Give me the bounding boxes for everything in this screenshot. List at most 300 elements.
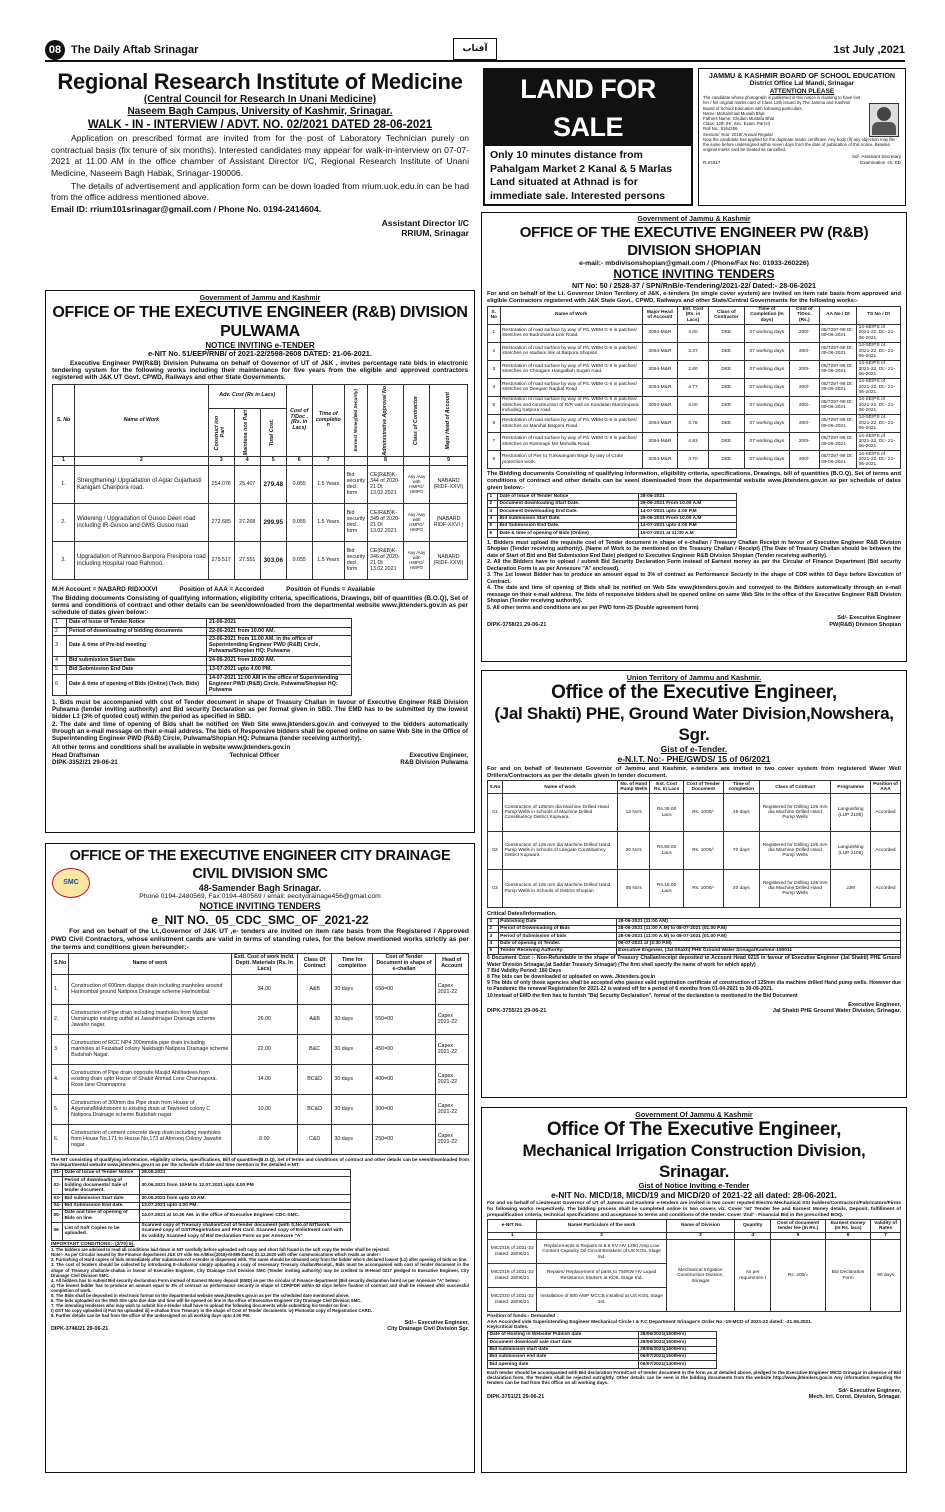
table-row bbox=[52, 1169, 351, 1176]
table-cell: 07 working days bbox=[744, 324, 789, 342]
table-row bbox=[52, 1177, 351, 1195]
column-header: Time for completion bbox=[332, 954, 373, 975]
table-cell: 15-07-2021 at 11:00 A.M bbox=[638, 530, 736, 537]
table-cell: Restoration of Pier to Turkwangam Brige by way of Crate protection work. bbox=[500, 451, 642, 469]
column-header: Time of Completion (In days) bbox=[744, 306, 789, 324]
nowshera-footer: DIPK-3755/21 29-06-21 Jal Shakti PHE Ground Water Division, Srinagar. bbox=[487, 1008, 901, 1015]
header-row bbox=[488, 1220, 901, 1233]
jkbose-body: The candidate whose photograph is published in this notice is claiming to have lost her / his original marks card of Class 12th issued by The Jammu and Kashmir Board of School Education with following particulars. bbox=[703, 95, 861, 111]
jkbose-office: District Office Lal Mandi, Srinagar bbox=[749, 80, 855, 88]
table-row bbox=[488, 414, 901, 432]
column-header: Class Of Contract bbox=[297, 954, 332, 975]
table-cell: Restoration of road surface by way of P/L WBM G-II in patches/ stretches on Manihal Batpora Road. bbox=[500, 414, 642, 432]
column-header: Cost of Tender Document in shape of e-challan bbox=[373, 954, 435, 975]
smc-title: OFFICE OF THE EXECUTIVE ENGINEER CITY DRAINAGE CIVIL DIVISION SMC bbox=[69, 848, 451, 882]
note-item: Note:- As per Circular issued by the Finance department J&K UT vide No.A/Misc(2018)-III-895 Dated 22.12.2020 with other communications which reads as under:- bbox=[51, 1252, 382, 1258]
table-cell: 02 bbox=[488, 832, 503, 870]
table-row: 1. Strengthening/ Upgradation of Aglar Gujarbasti Kanigam Charipora road. 254.076 25.407 279.48 0.055 1.5 Years Bid security decl. form CE(R&B)K-344 of 2020-21 Dt 13.02.2021 Aay /Aay with HMPO/ HMPO NABARD (RIDF-XXVI) bbox=[53, 466, 468, 504]
table-cell: Rs. 1000/- bbox=[683, 794, 723, 832]
table-cell: Period of Submission of bids bbox=[498, 933, 616, 940]
table-cell: 2 bbox=[488, 500, 498, 507]
table-row: 5 Bid Submission End Date 13-07-2021 upto 4.00 PM. bbox=[53, 666, 352, 675]
table-cell: Period of Downloading of Bids bbox=[498, 925, 616, 932]
table-cell: Date of Issue of Tender Notice bbox=[498, 493, 639, 500]
col-class: Class of Contractor bbox=[404, 384, 430, 457]
jkbose-ad bbox=[698, 68, 906, 206]
table-cell: 4. bbox=[52, 1065, 69, 1095]
column-number: 7 bbox=[871, 1232, 901, 1239]
table-cell: 07 working days bbox=[744, 433, 789, 451]
table-row bbox=[488, 947, 901, 954]
pulwama-title: OFFICE OF THE EXECUTIVE ENGINEER (R&B) DIVISION PULWAMA bbox=[52, 304, 468, 341]
nowshera-critical: Critical Dates/Information. bbox=[487, 911, 557, 918]
table-cell: 07 working days bbox=[744, 360, 789, 378]
smc-ad bbox=[45, 843, 475, 1473]
smc-sig1: Sd/-- Executive Engineer, bbox=[404, 1319, 469, 1326]
table-cell: 1 bbox=[488, 493, 498, 500]
jkbose-note: Now the candidate has applied for the duplicate marks certificate. Any body (if) any objection may file the same before undersigned within seven days from the date of publication of this notice. Besides original marks card be treated as cancelled. bbox=[703, 136, 895, 153]
column-number: 6 bbox=[825, 1232, 870, 1239]
table-cell: DEE bbox=[708, 324, 744, 342]
smc-nit: NOTICE INVITING TENDERS bbox=[199, 901, 321, 912]
table-cell: Construction of 300mm dia Pipe drain from House of ArjumandMakhdoomi to existing drain at Tawheed colony C Natipora.Drainage scheme Budshah nagar bbox=[69, 1095, 232, 1125]
table-cell: 6 bbox=[488, 414, 501, 432]
issue-date: 1st July ,2021 bbox=[833, 44, 905, 56]
column-header: Est. Cost (Rs. in Lacs) bbox=[678, 306, 709, 324]
table-row bbox=[488, 522, 737, 529]
column-header: Cost of T/Doc. (Rs.) bbox=[789, 306, 819, 324]
mech-foot: Each tender should be accompanied with Bid declaration Form/Cost of tender document in the form as at detailed above, pledged to the Executive Engineer MICD Srinagar in absence of Bid declaration form, the Tenders shall be rejected outrightly. Other details can be seen in the bidding documents from the website http://www.jktenders.gov.in Any information regarding the tenders can be had from this office on all working days. bbox=[487, 1369, 901, 1386]
pulwama-enit: e-NIT No. 51/EEP/RNB/ of 2021-22/2598-2608 DATED: 21-06-2021. bbox=[148, 349, 372, 359]
column-header: TS No / Dt bbox=[857, 306, 901, 324]
column-header: No. of Hand Pump Wells bbox=[618, 781, 650, 794]
mech-dates-table bbox=[487, 1331, 717, 1369]
table-cell: 28-06-2021 (11:00 A.M) to 08-07-2021 (01.00 P.M) bbox=[616, 925, 900, 932]
table-cell: 10.00 bbox=[231, 1095, 297, 1125]
table-cell: 4.77 bbox=[678, 378, 709, 396]
table-cell: Scanned copy of Treasury challan/Cost of tender document (with S.No.of NIT/work. Scanned copy of GST/Registration and PAN Card. Scanned copy of Enlistment card with its validity Scanned copy of Bid Declaration Form as per Annexure "A" bbox=[140, 1222, 351, 1240]
table-cell: DEE bbox=[708, 342, 744, 360]
col-c1: Construct ion Part bbox=[208, 408, 234, 456]
table-row bbox=[488, 1331, 717, 1338]
rrim-sig1: Assistant Director I/C bbox=[381, 217, 469, 228]
column-header: S.No bbox=[52, 954, 69, 975]
table-row bbox=[52, 1125, 469, 1155]
table-cell: 30.06.2021 from upto 10 AM. bbox=[140, 1195, 351, 1202]
table-cell: Bid submission Start date bbox=[62, 1195, 139, 1202]
note-item: 10 Instead of EMD the firm has to furnish "Bid Security Declaration", format of the declaration is mentioned in the Bid Document bbox=[487, 992, 798, 999]
table-cell: Capex 2021-22 bbox=[435, 1005, 468, 1035]
table-cell: 250=00 bbox=[373, 1125, 435, 1155]
mech-validity: 90 days bbox=[871, 1240, 901, 1312]
table-cell: A&B bbox=[297, 975, 332, 1005]
mech-title2: Mechanical Irrigation Construction Division, Srinagar. bbox=[522, 1141, 866, 1182]
jkbose-attention: ATTENTION PLEASE bbox=[769, 87, 835, 95]
jkbose-photo bbox=[869, 103, 899, 137]
column-header: AA No / Dt bbox=[819, 306, 856, 324]
smc-important: IMPORTANT CONDITIONS:- (2/70) 6). bbox=[51, 1241, 135, 1247]
table-cell: C&D bbox=[297, 1125, 332, 1155]
table-cell: 200/- bbox=[789, 324, 819, 342]
table-row: MICD/20 of 2021-22 Dated: 28/06/21 Installation of 800 AMP MCCB installed at US KOIL Stage 1st. bbox=[488, 1288, 901, 1312]
table-cell: 14-SE/PS of 2021-22, Dt:- 21-06-2021. bbox=[857, 324, 901, 342]
table-cell: Accorded bbox=[870, 794, 900, 832]
rrim-para1: Application on prescribed format are invited from for the post of Laboratory Technician purely on contractual basis (fix tenure of six months). Interested candidates may appear for walk-in-interview on 07-07-2021 at 11.00 AM in the office chamber of Assistant Director I/C, Regional Research Institute of Unani Medicine, Naseem Bagh Habak, Srinagar-190006. bbox=[51, 133, 469, 178]
table-cell: 2.60 bbox=[678, 360, 709, 378]
table-cell: 3054-M&R bbox=[642, 414, 677, 432]
table-cell: 29-06-2021 From 10.00 A.M bbox=[638, 515, 736, 522]
table-cell: 5 bbox=[488, 522, 498, 529]
table-cell: Executive Engineer, (Jal Shakti) PHE Ground Water SrinagarKashmir-190011 bbox=[616, 947, 900, 954]
table-cell: 4.00 bbox=[678, 396, 709, 414]
table-cell: Bid submission end date bbox=[488, 1353, 639, 1360]
jkbose-footer bbox=[703, 160, 901, 165]
table-cell: 13.07.2021 upto 4.00 PM. bbox=[140, 1202, 351, 1209]
table-cell: 450=00 bbox=[373, 1035, 435, 1065]
table-cell: 4 bbox=[488, 515, 498, 522]
jkbose-ref: R.23317 bbox=[703, 159, 721, 165]
table-row: 3. Upgradation of Rahmoo Banpora Fresipora road including Hospital road Rahmoo. 275.517 27.551 303.06 0.055 1.5 Years Bid security decl. form CE(R&B)K-346 of 2020-21 Dt 13.02.2021 Aay /Aay with HMPO/ HMPO NABARD (RIDF-XXVI) bbox=[53, 542, 468, 580]
table-row bbox=[488, 493, 737, 500]
table-cell: 14-SE/PS of 2021-22, Dt:- 21-06-2021. bbox=[857, 396, 901, 414]
table-cell: 05/7297-98 Dt: 09-06-2021 bbox=[819, 378, 856, 396]
table-cell: 3054-M&R bbox=[642, 451, 677, 469]
table-cell: 7 bbox=[488, 433, 501, 451]
smc-footer: DIPK-3746/21 29-06-21 City Drainage Civil Division Sgr. bbox=[51, 1325, 469, 1332]
table-cell: 28/06/2021(1600Hrs) bbox=[638, 1346, 716, 1353]
shopian-footer: DIPK-3758/21 29-06-21 PW(R&B) Division Shopian bbox=[487, 621, 901, 628]
pulwama-other: All other terms and conditions shall be available in website www.jktenders.gov.in bbox=[52, 743, 291, 751]
table-cell: 26.00 bbox=[231, 1005, 297, 1035]
table-cell: Construction of cement concrete deep drain including manholes from House No.171 to House No.173 at Aforooq Colony Jawahir nagar. bbox=[69, 1125, 232, 1155]
table-row: MICD/18 of 2021-22 Dated: 28/06/21 Replacements & Repairs to 6.6 KV HV 1250 Amp Low Content Capacity Oil Circuit Breakers of US KOIL Stage Ind. Mechanical Irrigation Construction Division, Srinagar As per requiremen t Rs. 200/= Bid Declaration Form 90 days bbox=[488, 1240, 901, 1264]
mech-title1: Office Of The Executive Engineer, bbox=[546, 1119, 842, 1141]
mech-works-table bbox=[487, 1219, 901, 1312]
col-name: Name of Work bbox=[75, 384, 209, 457]
column-header: Est. Cost Rs. In Lacs bbox=[650, 781, 683, 794]
table-cell: 07 working days bbox=[744, 378, 789, 396]
table-row bbox=[488, 1361, 717, 1368]
table-cell: Capex 2021-22 bbox=[435, 1065, 468, 1095]
note-item: 1. Bidders must upload the requisite cost of Tender document in shape of e-challan / Treasury Challan Receipt in favour of Executive Engineer R&B Division Shopian (Tender receiving authority). (Name of Work to be mentioned on the Treasury Challan / Receipt) (The Date of Treasury Challan should be between the date of Start of Bid and Bid Submission End Date) pledged to Executive Engineer R&B Division Shopian (Tender receiving authority). bbox=[487, 539, 901, 559]
column-header: Estt. Cost of work incld. Deptt. Materials (Rs. In Lacs) bbox=[231, 954, 297, 975]
table-cell: Accorded bbox=[870, 870, 900, 908]
table-row bbox=[488, 794, 901, 832]
table-row bbox=[488, 342, 901, 360]
table-cell: DEE bbox=[708, 433, 744, 451]
pulwama-nit: NOTICE INVITING e-TENDER bbox=[205, 341, 315, 351]
table-row bbox=[52, 1222, 351, 1240]
nowshera-gov: Union Territory of Jammu and Kashmir. bbox=[626, 673, 762, 682]
table-cell: Registered for Drilling 125 mm dia Machine Drilled Hand Pump Wells bbox=[759, 794, 830, 832]
table-cell: 3054-M&R bbox=[642, 378, 677, 396]
header-row bbox=[488, 306, 901, 324]
table-cell: Bid opening date bbox=[488, 1361, 639, 1368]
mech-division: Mechanical Irrigation Construction Division, Srinagar bbox=[666, 1240, 734, 1312]
table-cell: JJM bbox=[831, 870, 871, 908]
table-cell: 6. bbox=[52, 1125, 69, 1155]
note-item: 2. All the Bidders have to upload / submit Bid Security Declaration Form instead of Earnest money as per the Circular of Finance Department (Bid security Declaration Form is as per Annexure "A" enclosed). bbox=[487, 559, 901, 572]
table-cell: 07 working days bbox=[744, 414, 789, 432]
table-cell: Date of Hosting in Website/ Publish date bbox=[488, 1331, 639, 1338]
column-header: Name of work bbox=[502, 781, 617, 794]
shopian-bidding: The Bidding documents Consisting of qualifying information, eligibility criteria, specifications, Drawings, bill of quantities (B.O.Q), Set of terms and conditions of contract and other details can be seen/ downloaded from the departmental website www.jktenders.gov.in as per schedule of dates given below:- bbox=[487, 471, 901, 491]
table-cell: 14-SE/PS of 2021-22, Dt:- 21-06-2021. bbox=[857, 433, 901, 451]
smc-intro: For and on behalf of the Lt.,Governor of J&K UT ,e- tenders are invited on item rate basis from the Registered / Approved PWD Civil Contractors, whose enlistment cards are valid in terms of standing rules, for the below mentioned works strictly as per the terms and conditions given hereunder:- bbox=[51, 928, 469, 951]
table-cell: 4 bbox=[488, 940, 499, 947]
mech-gov: Government Of Jammu & Kashmir bbox=[635, 1110, 753, 1119]
table-cell: 30 days bbox=[332, 1035, 373, 1065]
table-cell: A&B bbox=[297, 1005, 332, 1035]
pulwama-bidding: The Bidding documents Consisting of qualifying information, eligibility criteria, specifications, Drawings, bill of quantities (B.O.Q), Set of terms and conditions of contract and other details can be seen/downloaded from the departmental website www.jktenders.gov.in as per schedule of dates given below:- bbox=[52, 594, 468, 617]
mech-emd: Bid Declaration Form bbox=[825, 1240, 870, 1312]
table-cell: Restoration of road surface by way of P/L WBM G-II in patches/ stretches on Ramnagri Mir Mohalla Road. bbox=[500, 433, 642, 451]
nowshera-title2: (Jal Shakti) PHE, Ground Water Division,Nowshera, Sgr. bbox=[494, 704, 894, 745]
table-cell: Rs.15.00 Lacs bbox=[650, 870, 683, 908]
table-row bbox=[52, 1202, 351, 1209]
table-cell: Restoration of road surface by way of P/L WBM G-II in patches/ stretches on Badrohama Link Road. bbox=[500, 324, 642, 342]
note-item: 5. All other terms and conditions are as per PWD form-25 (Double agreement form) bbox=[487, 604, 699, 611]
table-cell: 14-SE/PS of 2021-22, Dt:- 21-06-2021. bbox=[857, 414, 901, 432]
table-cell: 3.70 bbox=[678, 451, 709, 469]
table-cell: 200/- bbox=[789, 451, 819, 469]
smc-dates-table bbox=[51, 1169, 351, 1241]
shopian-dates-table bbox=[487, 493, 737, 538]
table-row bbox=[488, 324, 901, 342]
nowshera-enit: e-N.I.T. No:- PHE/GWDS/ 15 of 06/2021 bbox=[617, 754, 771, 765]
jkbose-roll: Roll No.: 8164256 bbox=[703, 126, 738, 132]
mech-footer: DIPK-3751/21 29-06-21 Mech. Irri. Const. Division, Srinagar. bbox=[487, 1393, 901, 1400]
nowshera-dates-table bbox=[487, 918, 901, 956]
note-item: 5. The Bids shall be deposited in electronic format on the departmental website www.jktenders.gov.in as per the scheduled date mentioned above. bbox=[51, 1293, 350, 1299]
table-cell: Rs.60.00 Lacs bbox=[650, 832, 683, 870]
table-cell: 34.00 bbox=[231, 975, 297, 1005]
table-row: 4 Bid submission Start Date 24-06-2021 from 10.00 AM. bbox=[53, 657, 352, 666]
jkbose-name: Name: Mohammad Musaib Bhat bbox=[703, 110, 765, 116]
table-cell: 3054-M&R bbox=[642, 324, 677, 342]
table-cell: 06/07/2021(1400Hrs) bbox=[638, 1361, 716, 1368]
shopian-title: OFFICE OF THE EXECUTIVE ENGINEER PW (R&B) DIVISION SHOPIAN bbox=[519, 224, 869, 260]
col-head: Major Head of Account bbox=[430, 384, 468, 457]
table-cell: Rs. 1000/- bbox=[683, 870, 723, 908]
table-cell: 02- bbox=[52, 1177, 63, 1195]
table-cell: 550=00 bbox=[373, 1005, 435, 1035]
table-cell: DEE bbox=[708, 360, 744, 378]
newspaper-name: The Daily Aftab Srinagar bbox=[71, 44, 199, 56]
table-cell: 30 days bbox=[332, 1005, 373, 1035]
table-cell: 13 No's bbox=[618, 794, 650, 832]
table-row bbox=[488, 515, 737, 522]
table-cell: 3054-M&R bbox=[642, 360, 677, 378]
smc-works-table bbox=[51, 953, 469, 1155]
table-cell: 29-06-2021 From 10.00 A.M bbox=[638, 500, 736, 507]
table-cell: 200/- bbox=[789, 433, 819, 451]
table-cell: 3 bbox=[488, 933, 499, 940]
land-ad bbox=[483, 68, 693, 206]
rrim-ad bbox=[45, 66, 475, 282]
column-header: Quantity bbox=[735, 1220, 771, 1233]
shopian-ad bbox=[481, 212, 907, 662]
note-item: 3. The cost of tenders should be collected by introducing E-challan/or simply uploading a copy of necessary Treasury challan/Receipt., Bids must be accompanied with cost of tender document in the shape of Treasury challan/e-challan in favour of Executive Engineer, City Drainage Civil Division SMC (Tender inviting authority) may be credited to M-Head 0217 pledged to Executive Engineer, City Drainage Civil Division SMC. bbox=[51, 1262, 469, 1278]
table-cell: 20 No's bbox=[618, 832, 650, 870]
table-cell: 05/7297-98 Dt: 09-06-2021 bbox=[819, 451, 856, 469]
table-cell: 28-06-2021 bbox=[638, 493, 736, 500]
nowshera-sig1: Executive Engineer, bbox=[848, 1001, 901, 1008]
table-row bbox=[488, 378, 901, 396]
table-cell: 3054-M&R bbox=[642, 433, 677, 451]
table-cell: Date of opening of Tender. bbox=[498, 940, 616, 947]
table-cell: 06/07/2021(1600Hrs) bbox=[638, 1353, 716, 1360]
land-body: Only 10 minutes distance from Pahalgam Market 2 Kanal & 5 Marlas Land situated at Athnad is for immediate sale. Interested persons bbox=[490, 149, 673, 202]
number-row bbox=[488, 1232, 901, 1239]
table-cell: 01 bbox=[488, 794, 503, 832]
table-cell: Accorded bbox=[870, 832, 900, 870]
table-cell: 70 days bbox=[723, 832, 759, 870]
table-cell: 4.00 bbox=[678, 324, 709, 342]
table-cell: DEE bbox=[708, 396, 744, 414]
pulwama-positions: M.H Account = NABARD RIDXXXVI Position of AAA = Accorded Position of Funds = Available bbox=[52, 586, 375, 594]
pulwama-dates-table bbox=[52, 618, 352, 696]
note-item: I) GST No copy uploaded ii) Pan No uploaded iii) e-challan from Treasury in the shape of Cost of Tender documents. iv) Photostat copy of Registration CARD. bbox=[51, 1308, 373, 1314]
note-item: a) The lowest bidder has to produce an amount equal to 3% of contract as performance security in shape of CDR/FDR within 02 days before fixation of contract and shall be released after successful completion of work. bbox=[51, 1282, 469, 1293]
pulwama-works-table bbox=[52, 384, 468, 580]
note-item: 8. Further details can be had from the office of the undersigned on all working days upto 4.00 PM. bbox=[51, 1313, 251, 1319]
table-cell: 200/- bbox=[789, 342, 819, 360]
pulwama-ad bbox=[45, 290, 475, 833]
table-row: 2 Period of downloading of bidding documents 22-06-2021 from 10.00 AM. bbox=[53, 627, 352, 636]
jkbose-sig1: Sd/- Assistant Secretary bbox=[851, 154, 901, 160]
table-cell: Languishing (LUP 2108) bbox=[831, 794, 871, 832]
table-cell: Construction of RCC NP4 300mmdia pipe drain including manholes at Faizabad colony Naikbagh Natipora Drainage scheme Budshah Nagar. bbox=[69, 1035, 232, 1065]
table-cell: Publishing Date bbox=[498, 918, 616, 925]
table-cell: DEE bbox=[708, 378, 744, 396]
table-cell: 14-07-2021 upto 4:00 P.M bbox=[638, 508, 736, 515]
nowshera-gist: Gist of e-Tender. bbox=[660, 744, 728, 755]
table-row bbox=[488, 918, 901, 925]
note-item: 2. Furnishing of Hard copies of bids immediately after submission of e-tender is dispensed with. The same should be obtained only from the bidder who's declared lowest (L1) after opening of bids on line. bbox=[51, 1257, 468, 1263]
table-cell: 400=00 bbox=[373, 1065, 435, 1095]
column-number: 3 bbox=[666, 1232, 734, 1239]
table-cell: 4.76 bbox=[678, 414, 709, 432]
nowshera-notes bbox=[487, 955, 901, 998]
header-row bbox=[52, 954, 469, 975]
jkbose-session: Session/ Year: 2018/ Annual Regular bbox=[703, 131, 773, 137]
mech-intro: For and on behalf of Lieutenant Governor of UT of Jammu and Kashmir e-tenders are invited in two cover reputed Electro Mechanical SSI holders/Contractors/Fabricators/Firms for following works respectively. The bidding process shall be completed online in two covers viz. Cover 'Ist' Tender fee and Earnest Money details, Deposit, fulfillment of prequalification criteria, technical specifications and acceptance to terms and conditions of the tender. Cover 'Znd' - Financial Bid in the prescribed BOQ. bbox=[487, 1201, 901, 1218]
note-item: 7 Bid Validity Period: 180 Days bbox=[487, 967, 562, 974]
table-cell: 07 working days bbox=[744, 396, 789, 414]
table-cell: 14-SE/PS of 2021-22, Dt:- 21-06-2021. bbox=[857, 451, 901, 469]
column-header: Earnest money (In Rs. lacs) bbox=[825, 1220, 870, 1233]
table-row bbox=[488, 940, 901, 947]
table-row bbox=[52, 1065, 469, 1095]
table-cell: 05/7297-98 Dt: 09-06-2021 bbox=[819, 360, 856, 378]
table-cell: Registered for Drilling 125 mm dia Machine Drilled Hand Pump Wells bbox=[759, 832, 830, 870]
table-cell: Bid Submission End Date. bbox=[498, 522, 639, 529]
shopian-notes bbox=[487, 540, 901, 612]
table-row: 3 Date & time of Pre-bid meeting 23-06-2021 from 11.00 AM. in the office of Superintending Engineer PWD (R&B) Circle, Pulwama/Shopian HQ: Pulwama bbox=[53, 636, 352, 657]
note-item: 4. All bidders has to submit Bid security declaration Form instead of Earnest Money deposit (EMD) as per the circular of Finance department (Bid security declaration form) as per Annexure "A" below:- bbox=[51, 1277, 461, 1283]
table-cell: 14-07-2021 upto 4:00 P.M bbox=[638, 522, 736, 529]
mech-sig1: Sd/- Executive Engineer, bbox=[838, 1387, 901, 1394]
pulwama-note2: 2. The date and time of opening of Bids shall be notified on Web Site www.jktenders.gov.in and conveyed to the bidders automatically through an e-mail message on their e-mail address. The bids of Responsive bidders shall be opened online on same Web Site in the Office of Superintending Engineer PWD (R&B) Circle, Pulwama/Shopian HQ: Pulwama (tender receiving authority). bbox=[52, 721, 468, 743]
table-cell: 5. bbox=[52, 1095, 69, 1125]
table-row bbox=[488, 360, 901, 378]
table-row bbox=[52, 1005, 469, 1035]
table-cell: 20 days bbox=[723, 870, 759, 908]
table-cell: 30 days bbox=[332, 1095, 373, 1125]
col-adv: Adv. Cost (Rs in Lacs) bbox=[208, 384, 286, 408]
header-row bbox=[488, 781, 901, 794]
table-cell: 1 bbox=[488, 324, 501, 342]
table-cell: 2 bbox=[488, 925, 499, 932]
col-emd: Earnest Money(Bid Security) bbox=[344, 384, 367, 457]
rrim-email: Email ID: rrium101srinagar@gmail.com / Phone No. 0194-2414604. bbox=[51, 203, 322, 214]
table-row bbox=[488, 500, 737, 507]
table-row bbox=[52, 1035, 469, 1065]
note-item: 6 Document Cost :- Non-Refundable in the shape of Treasury Challan/receipt deposited to Account Head 0215 in favour of Executive Engineer (Jal Shakti) PHE Ground Water Division Srinagar,(at Saddar Treasury Srinagar) (The firm shall specify the name of work for which apply) bbox=[487, 955, 901, 968]
table-row bbox=[488, 832, 901, 870]
table-cell: 3.37 bbox=[678, 342, 709, 360]
mech-ad bbox=[481, 1107, 907, 1473]
table-cell: 30 days bbox=[332, 1065, 373, 1095]
table-row bbox=[52, 1209, 351, 1222]
rrim-subtitle: (Central Council for Research In Unani Medicine) bbox=[143, 94, 377, 105]
smc-address: 48-Samender Bagh Srinagar. bbox=[198, 883, 322, 893]
table-cell: 3 bbox=[488, 360, 501, 378]
table-cell: 8 bbox=[488, 451, 501, 469]
table-cell: 14-SE/PS of 2021-22, Dt:- 21-06-2021. bbox=[857, 378, 901, 396]
jkbose-father: Fathers Name: Ghulam Mustafa Bhat bbox=[703, 116, 775, 122]
table-cell: Construction of 125mm dia Machine Drilled Hand Pump Wells in schools of Machine Drilled Constituency District Kupwara. bbox=[502, 794, 617, 832]
col-sno: S. No bbox=[53, 384, 75, 457]
table-cell: 01- bbox=[53, 1170, 61, 1176]
note-item: 1. The bidders are advised to read all conditions laid down in NIT carefully before uploaded soft copy and short full found in the soft copy the tender shall be rejected. bbox=[51, 1247, 390, 1253]
table-cell: 05- bbox=[52, 1209, 63, 1222]
page-number: 08 bbox=[45, 40, 65, 60]
table-cell: 300=00 bbox=[373, 1095, 435, 1125]
column-number: 2 bbox=[537, 1232, 666, 1239]
table-cell: 28-06-2021 (11:00 AM) bbox=[616, 918, 900, 925]
table-cell: 14-SE/PS of 2021-22, Dt:- 21-06-2021. bbox=[857, 360, 901, 378]
shopian-gov: Government of Jammu & Kashmir bbox=[637, 216, 751, 223]
shopian-sig1: Sd/- Executive Engineer bbox=[837, 615, 901, 622]
col-c3: Total Cost. bbox=[260, 408, 286, 456]
table-cell: 03 bbox=[488, 870, 503, 908]
column-header: Cost of document/ tender fee (In Rs.) bbox=[771, 1220, 826, 1233]
table-cell: Rs.39.00 Lacs bbox=[650, 794, 683, 832]
column-header: Name of work bbox=[69, 954, 232, 975]
table-row bbox=[488, 870, 901, 908]
shopian-email: e-mail:- mbdivisonshopian@gmail.com / (Phone/Fax No: 01933-260226) bbox=[579, 260, 809, 268]
note-item: 6. The bids uploaded on the Web Site upto due date and time will be opened on line in the office of Executive Engineer City Drainage Civil Division SMC. bbox=[51, 1298, 362, 1304]
table-cell: Capex 2021-22 bbox=[435, 1095, 468, 1125]
mech-gist: Gist of Notice Inviting e-Tender bbox=[638, 1181, 750, 1191]
table-cell: 650=00 bbox=[373, 975, 435, 1005]
table-cell: 14.07.2021 at 10.30 AM. in the office of Executive Engineer CDC-SMC. bbox=[140, 1209, 351, 1222]
note-item: 3. The 1st lowest Bidder has to produce an amount equal to 3% of contract as Performance Security in the shape of CDR within 03 Days before Execution of Contract. bbox=[487, 572, 901, 585]
column-header: Name/ Particulars of the work bbox=[537, 1220, 666, 1233]
table-cell: 200/- bbox=[789, 396, 819, 414]
table-cell: Bid submission Start Date. bbox=[498, 515, 639, 522]
table-cell: 1. bbox=[52, 975, 69, 1005]
table-row bbox=[488, 433, 901, 451]
column-header: Position of AAA bbox=[870, 781, 900, 794]
column-header: Class of Contractor bbox=[708, 306, 744, 324]
shopian-intro: For and on behalf of the Lt. Governor Union Territory of J&K, e-tenders (in single cover system) are invited on item rate basis from approved and eligible Contractors registered with J&K State Govt., CPWD, Railways and other State/Central Governments for the following works:- bbox=[487, 290, 901, 304]
table-cell: 03- bbox=[53, 1195, 61, 1201]
table-cell: 200/- bbox=[789, 414, 819, 432]
table-cell: 05/7297-98 Dt: 09-06-2021 bbox=[819, 342, 856, 360]
